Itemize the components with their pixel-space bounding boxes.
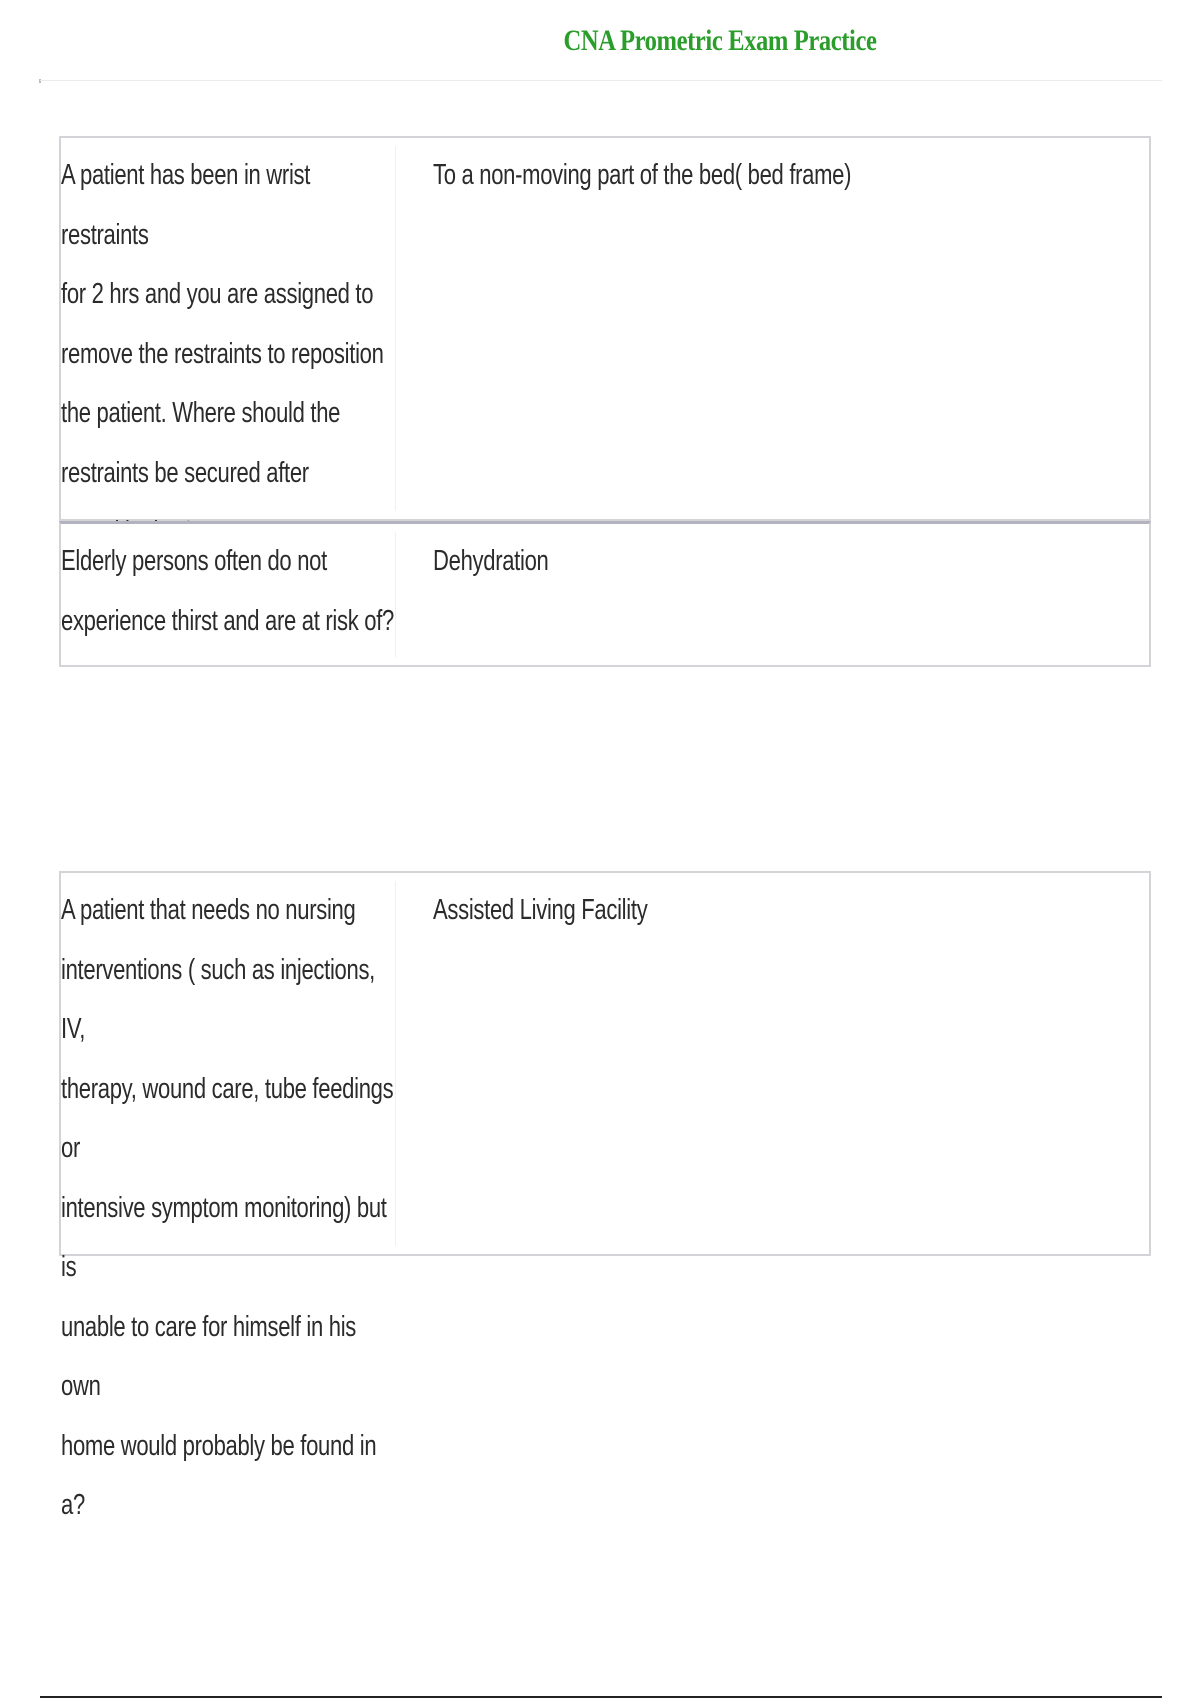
definition-text: Assisted Living Facility <box>433 894 648 926</box>
header-divider <box>40 80 1162 81</box>
flashcard-term <box>61 881 396 1521</box>
definition-text: Dehydration <box>433 545 549 577</box>
flashcard-3 <box>59 871 1151 1521</box>
page-title: CNA Prometric Exam Practice <box>563 24 877 57</box>
term-text: A patient has been in wrist restraints for 2 hrs and you are assigned to remove the restraints to reposition the patient. Where should the restraints be secured after <box>61 159 384 489</box>
footer-divider <box>40 1696 1162 1698</box>
flashcard-2 <box>59 521 1151 667</box>
term-text: Elderly persons often do not experience thirst and are at risk of? <box>61 545 394 637</box>
term-text: A patient that needs no nursing interventions ( such as injections, IV, therapy, wound care, tube feedings or intensive symptom monitoring) but is unable to care for himself in his own home would probably be found in a? <box>61 894 394 1521</box>
flashcard-definition <box>433 532 1129 592</box>
flashcard-definition <box>433 881 1129 941</box>
definition-text: To a non-moving part of the bed( bed frame) <box>433 159 852 191</box>
flashcard-term <box>61 146 396 511</box>
flashcard-term <box>61 532 396 657</box>
flashcard-definition <box>433 146 1129 206</box>
flashcard-1 <box>59 136 1151 521</box>
